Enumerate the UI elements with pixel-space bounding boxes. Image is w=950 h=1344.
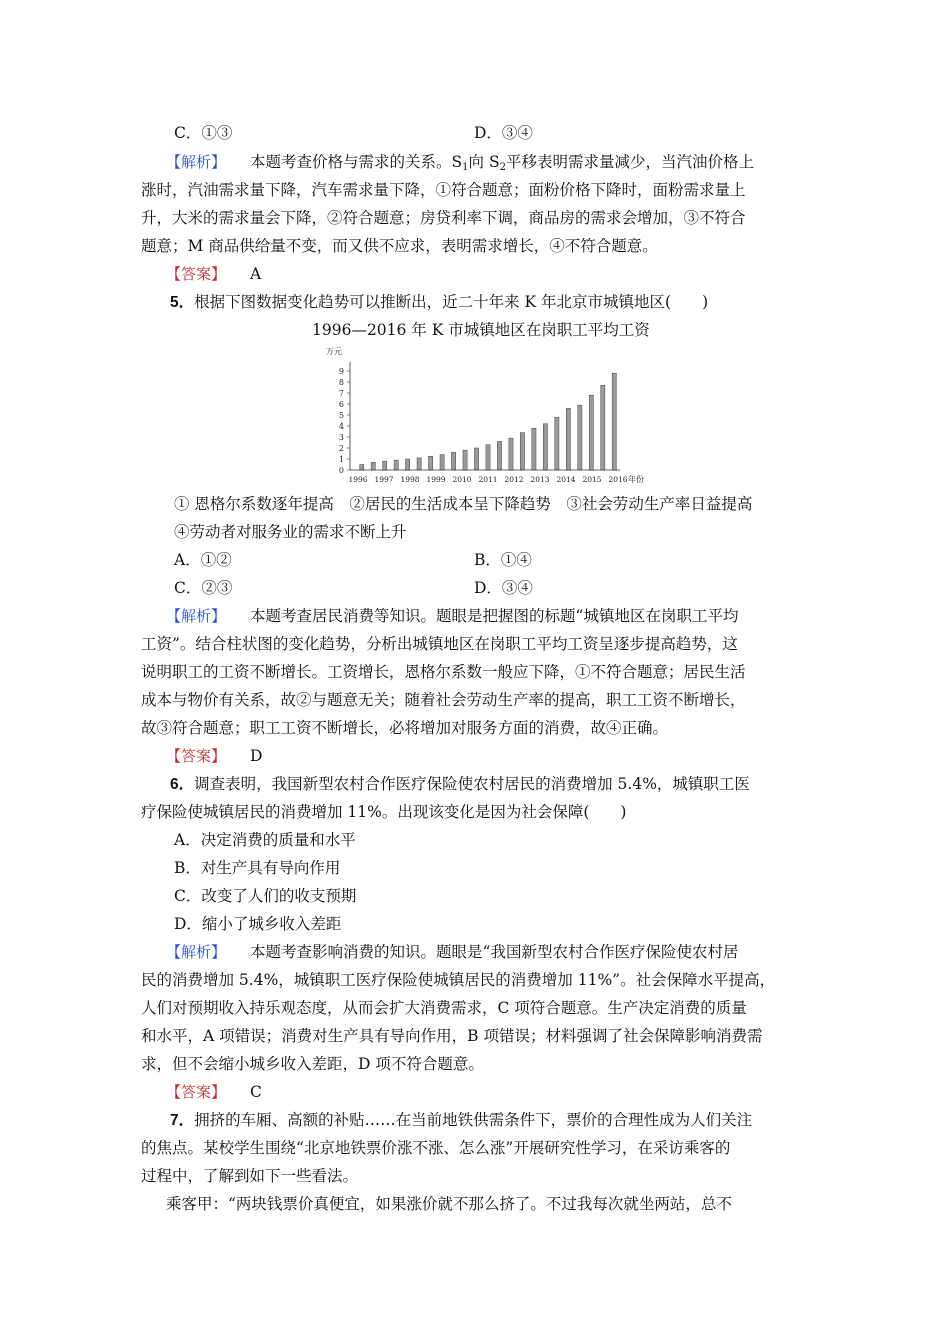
bar bbox=[463, 450, 467, 470]
x-tick-label: 2015 bbox=[582, 475, 602, 484]
x-tick-label: 2012 bbox=[504, 475, 524, 484]
analysis-tag: 【解析】 bbox=[166, 943, 227, 961]
y-tick-label: 7 bbox=[338, 389, 344, 398]
y-tick-label: 5 bbox=[338, 411, 344, 420]
q7-stem-line: 7．拥挤的车厢、高额的补贴……在当前地铁供需条件下，票价的合理性成为人们关注 bbox=[170, 1111, 753, 1129]
answer-value: D bbox=[250, 747, 263, 765]
x-tick-label: 1998 bbox=[400, 475, 420, 484]
q6-option-c: C．改变了人们的收支预期 bbox=[174, 887, 357, 905]
bar bbox=[417, 458, 421, 470]
bar bbox=[601, 385, 605, 470]
q4-analysis-line: 涨时，汽油需求量下降，汽车需求量下降，①符合题意；面粉价格下降时，面粉需求量上 bbox=[141, 181, 746, 199]
bar bbox=[520, 433, 524, 470]
q6-stem-line: 疗保险使城镇居民的消费增加 11%。出现该变化是因为社会保障( ) bbox=[141, 803, 627, 821]
q4-analysis-line: 【解析】 本题考查价格与需求的关系。$S_1$向 $S_2$平移表明需求量减少，当汽油价格上 bbox=[166, 153, 754, 173]
q5-stem: 5．根据下图数据变化趋势可以推断出，近二十年来 K 年北京市城镇地区( ) bbox=[170, 293, 709, 311]
q5-option-c: C．②③ bbox=[174, 579, 233, 597]
bar bbox=[486, 445, 490, 470]
bar bbox=[360, 465, 364, 471]
answer-tag: 【答案】 bbox=[166, 747, 227, 765]
question-number: 6． bbox=[170, 776, 195, 793]
q6-analysis-line: 求，但不会缩小城乡收入差距，D 项不符合题意。 bbox=[141, 1055, 484, 1073]
x-tick-label: 2016 bbox=[608, 475, 628, 484]
q6-option-b: B．对生产具有导向作用 bbox=[174, 859, 341, 877]
y-tick-label: 8 bbox=[338, 378, 344, 387]
analysis-tag: 【解析】 bbox=[166, 153, 227, 171]
q4-option-c: C．①③ bbox=[174, 124, 233, 142]
q4-analysis-line: 题意；M 商品供给量不变，而又供不应求，表明需求增长，④不符合题意。 bbox=[141, 237, 658, 255]
bar bbox=[406, 459, 410, 470]
x-tick-label: 1999 bbox=[426, 475, 446, 484]
q6-option-d: D．缩小了城乡收入差距 bbox=[174, 915, 342, 933]
bar bbox=[555, 417, 559, 470]
x-tick-label: 2011 bbox=[478, 475, 498, 484]
y-axis-label: 万元 bbox=[326, 347, 342, 356]
q5-analysis-line: 工资”。结合柱状图的变化趋势，分析出城镇地区在岗职工平均工资呈逐步提高趋势，这 bbox=[141, 635, 738, 653]
answer-tag: 【答案】 bbox=[166, 1083, 227, 1101]
bar bbox=[543, 424, 547, 470]
q7-stem-line: 乘客甲：“两块钱票价真便宜，如果涨价就不那么挤了。不过我每次就坐两站，总不 bbox=[166, 1195, 732, 1213]
answer-tag: 【答案】 bbox=[166, 265, 227, 283]
q6-option-a: A．决定消费的质量和水平 bbox=[174, 831, 356, 849]
chart-title: 1996—2016 年 K 市城镇地区在岗职工平均工资 bbox=[312, 321, 650, 339]
y-tick-label: 6 bbox=[338, 400, 344, 409]
y-tick-label: 3 bbox=[338, 433, 344, 442]
q7-stem-line: 过程中，了解到如下一些看法。 bbox=[141, 1167, 359, 1185]
y-tick-label: 2 bbox=[338, 444, 344, 453]
x-tick-label: 1997 bbox=[374, 475, 394, 484]
x-tick-label: 1996 bbox=[348, 475, 368, 484]
analysis-tag: 【解析】 bbox=[166, 607, 227, 625]
x-tick-label: 2014 bbox=[556, 475, 576, 484]
bar bbox=[429, 456, 433, 470]
bar bbox=[589, 395, 593, 470]
bar bbox=[474, 448, 478, 470]
q6-analysis-line: 人们对预期收入持乐观态度，从而会扩大消费需求，C 项符合题意。生产决定消费的质量 bbox=[141, 999, 747, 1017]
q6-stem-line: 6．调查表明，我国新型农村合作医疗保险使农村居民的消费增加 5.4%，城镇职工医 bbox=[170, 775, 750, 793]
bar bbox=[497, 441, 501, 470]
bar bbox=[612, 373, 616, 470]
q5-option-d: D．③④ bbox=[474, 579, 533, 597]
q5-options-line: ① 恩格尔系数逐年提高 ②居民的生活成本呈下降趋势 ③社会劳动生产率日益提高 bbox=[174, 495, 753, 513]
q5-option-b: B．①④ bbox=[474, 551, 532, 569]
q6-analysis-line: 和水平，A 项错误；消费对生产具有导向作用，B 项错误；材料强调了社会保障影响消费需 bbox=[141, 1027, 763, 1045]
bar bbox=[566, 408, 570, 470]
wage-bar-chart bbox=[318, 342, 658, 492]
x-tick-label: 2013 bbox=[530, 475, 550, 484]
bar bbox=[383, 461, 387, 470]
q5-answer-line bbox=[166, 746, 262, 766]
x-axis-label: 年份 bbox=[628, 475, 644, 484]
q7-stem-line: 的焦点。某校学生围绕“北京地铁票价涨不涨、怎么涨”开展研究性学习，在采访乘客的 bbox=[141, 1139, 731, 1157]
q5-analysis-line: 故③符合题意；职工工资不断增长，必将增加对服务方面的消费，故④正确。 bbox=[141, 719, 669, 737]
q4-analysis-line: 升，大米的需求量会下降，②符合题意；房贷利率下调，商品房的需求会增加，③不符合 bbox=[141, 209, 746, 227]
answer-value: A bbox=[250, 265, 262, 283]
x-tick-label: 2010 bbox=[452, 475, 472, 484]
bar bbox=[371, 462, 375, 470]
bar bbox=[451, 452, 455, 470]
q5-option-a: A．①② bbox=[174, 551, 232, 569]
bar bbox=[440, 455, 444, 470]
q4-answer-line bbox=[166, 264, 261, 284]
answer-value: C bbox=[250, 1083, 262, 1101]
bar bbox=[394, 460, 398, 470]
y-tick-label: 4 bbox=[338, 422, 344, 431]
q5-analysis-line: 说明职工的工资不断增长。工资增长，恩格尔系数一般应下降，①不符合题意；居民生活 bbox=[141, 663, 746, 681]
y-tick-label: 1 bbox=[338, 455, 344, 464]
bar bbox=[578, 405, 582, 470]
y-tick-label: 9 bbox=[338, 367, 344, 376]
q6-answer-line bbox=[166, 1082, 262, 1102]
q5-analysis-line: 成本与物价有关系，故②与题意无关；随着社会劳动生产率的提高，职工工资不断增长， bbox=[141, 691, 746, 709]
question-number: 7． bbox=[170, 1112, 195, 1129]
q6-analysis-line: 【解析】 本题考查影响消费的知识。题眼是“我国新型农村合作医疗保险使农村居 bbox=[166, 943, 739, 961]
q5-analysis-line: 【解析】 本题考查居民消费等知识。题眼是把握图的标题“城镇地区在岗职工平均 bbox=[166, 607, 739, 625]
q4-option-d: D．③④ bbox=[474, 124, 533, 142]
bar bbox=[532, 428, 536, 470]
bar bbox=[509, 438, 513, 470]
q5-options-line: ④劳动者对服务业的需求不断上升 bbox=[174, 523, 407, 541]
y-tick-label: 0 bbox=[338, 466, 344, 475]
q6-analysis-line: 民的消费增加 5.4%，城镇职工医疗保险使城镇居民的消费增加 11%”。社会保障水平提高， bbox=[141, 971, 776, 989]
question-number: 5． bbox=[170, 294, 195, 311]
